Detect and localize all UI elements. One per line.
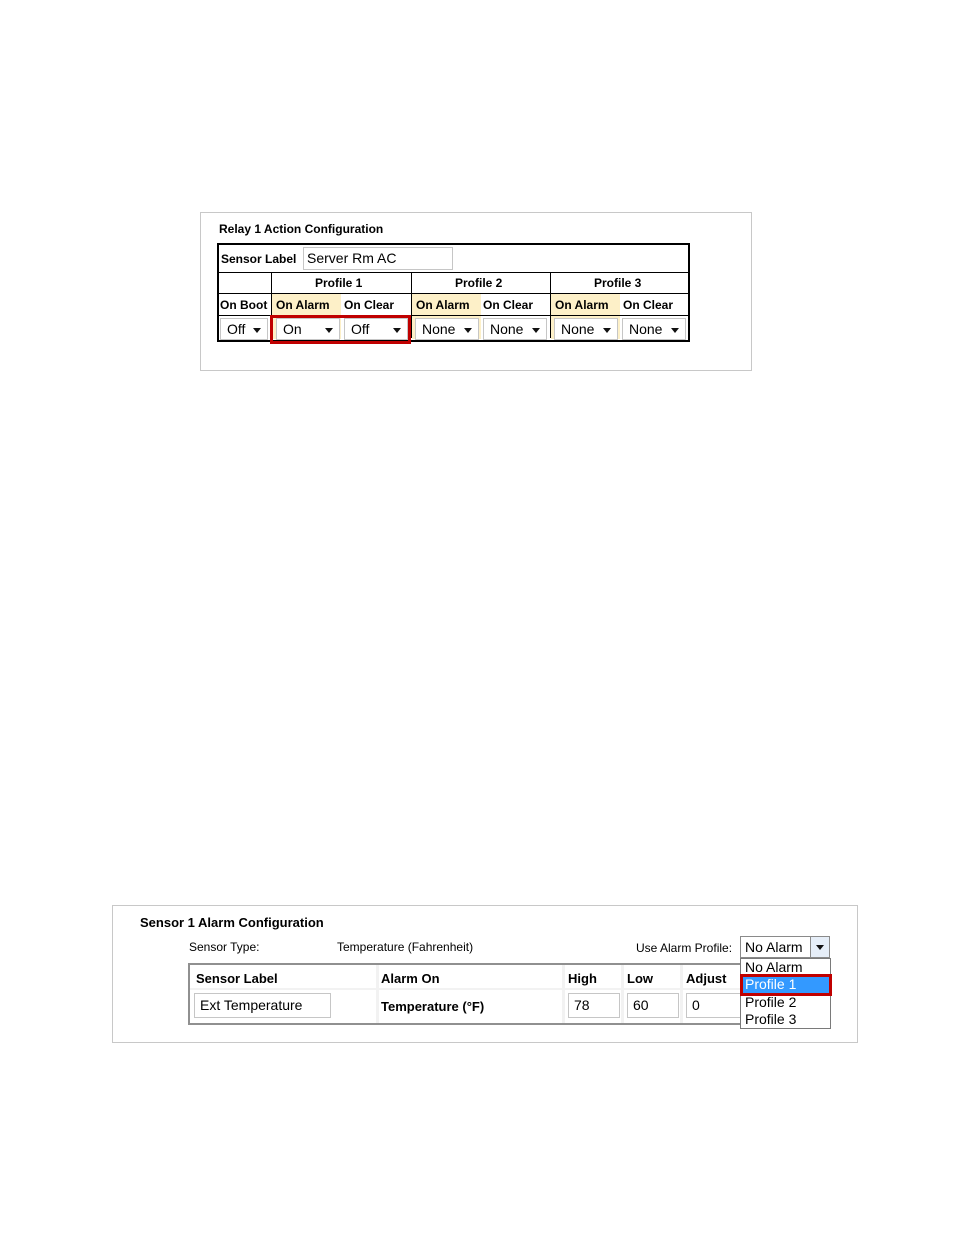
table-divider	[411, 272, 412, 338]
header-separator	[190, 988, 744, 990]
profile1-option-callout-box	[740, 974, 832, 996]
sensor-alarm-config-panel	[112, 905, 858, 1043]
option-profile-2[interactable]: Profile 2	[745, 994, 797, 1010]
use-alarm-profile-caption: Use Alarm Profile:	[636, 941, 733, 955]
profile3-on-clear-value: None	[629, 321, 663, 337]
profile3-on-alarm-value: None	[561, 321, 595, 337]
high-header: High	[568, 971, 597, 986]
option-profile-3[interactable]: Profile 3	[745, 1011, 797, 1027]
low-header: Low	[627, 971, 653, 986]
relay-action-config-panel	[200, 212, 752, 371]
relay-panel-title: Relay 1 Action Configuration	[219, 222, 384, 236]
on-boot-value: Off	[227, 321, 246, 337]
adjust-input[interactable]: 0	[686, 993, 742, 1018]
alarm-on-header: Alarm On	[381, 971, 440, 986]
profile2-on-clear-select[interactable]	[483, 318, 547, 340]
sensor-label-input[interactable]: Ext Temperature	[194, 993, 331, 1018]
table-divider	[219, 293, 688, 294]
profile-3-header: Profile 3	[594, 276, 642, 290]
profile3-on-clear-header: On Clear	[623, 298, 674, 312]
profile-1-header: Profile 1	[315, 276, 363, 290]
dropdown-arrow-icon	[603, 328, 611, 333]
dropdown-arrow-icon	[464, 328, 472, 333]
profile3-on-clear-select[interactable]	[622, 318, 686, 340]
dropdown-button[interactable]	[810, 937, 829, 957]
option-profile-1[interactable]: Profile 1	[741, 976, 830, 993]
profile2-on-alarm-select[interactable]	[415, 318, 479, 340]
profile3-on-alarm-select[interactable]	[554, 318, 618, 340]
dropdown-arrow-icon	[532, 328, 540, 333]
adjust-header: Adjust	[686, 971, 727, 986]
sensor-label-header: Sensor Label	[196, 971, 278, 986]
on-boot-select[interactable]	[220, 318, 268, 340]
table-divider	[219, 272, 688, 273]
dropdown-arrow-icon	[253, 328, 261, 333]
profile1-on-clear-header: On Clear	[344, 298, 395, 312]
sensor-type-value: Temperature (Fahrenheit)	[337, 940, 474, 954]
high-input[interactable]: 78	[568, 993, 620, 1018]
sensor-config-table	[188, 963, 742, 1025]
sensor-label-caption: Sensor Label	[221, 252, 297, 266]
profile-2-header: Profile 2	[455, 276, 503, 290]
table-divider	[550, 272, 551, 338]
profile2-on-alarm-value: None	[422, 321, 456, 337]
profile3-on-alarm-header: On Alarm	[555, 298, 609, 312]
profile2-on-clear-header: On Clear	[483, 298, 534, 312]
alarm-profile-value: No Alarm	[745, 939, 803, 955]
relay-config-table	[217, 243, 690, 342]
low-input[interactable]: 60	[627, 993, 679, 1018]
alarm-profile-select[interactable]	[740, 936, 830, 958]
profile2-on-alarm-header: On Alarm	[416, 298, 470, 312]
option-no-alarm[interactable]: No Alarm	[745, 959, 803, 975]
alarm-on-value: Temperature (°F)	[381, 999, 485, 1014]
profile1-callout-box	[270, 315, 411, 344]
dropdown-arrow-icon	[671, 328, 679, 333]
on-boot-header: On Boot	[220, 298, 268, 312]
profile1-on-clear-value: Off	[351, 321, 370, 337]
profile1-on-alarm-header: On Alarm	[276, 298, 330, 312]
sensor-panel-title: Sensor 1 Alarm Configuration	[140, 915, 324, 930]
dropdown-arrow-icon	[816, 945, 824, 950]
profile1-on-alarm-value: On	[283, 321, 302, 337]
sensor-type-caption: Sensor Type:	[189, 940, 260, 954]
sensor-label-input[interactable]: Server Rm AC	[303, 247, 453, 270]
profile2-on-clear-value: None	[490, 321, 524, 337]
